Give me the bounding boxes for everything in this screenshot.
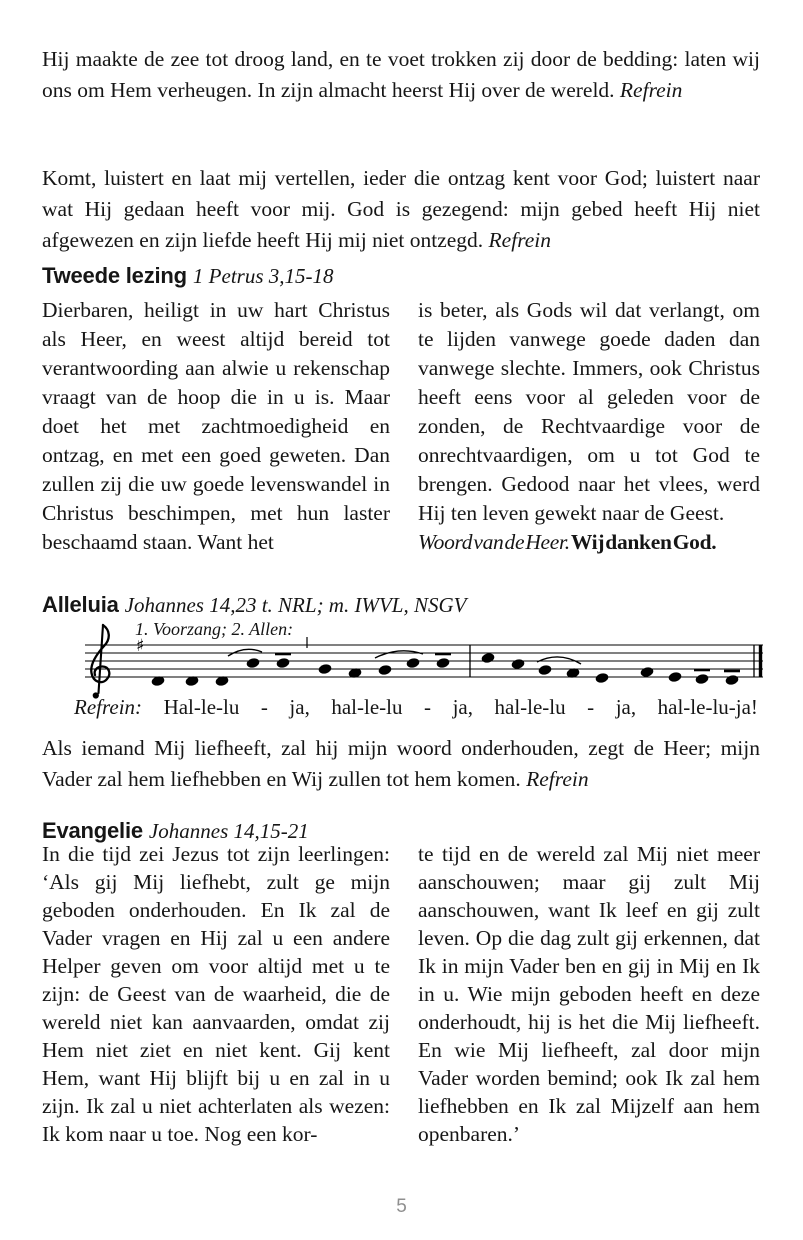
alleluia-title: Alleluia [42,592,119,617]
alleluia-verse [42,733,760,795]
second-reading-column-right [418,296,760,557]
alleluia-reference: Johannes 14,23 t. NRL; m. IWVL, NSGV [124,593,467,617]
lyric-syllable: - [587,695,595,719]
lyric-syllable: ja, [452,695,473,719]
psalm-paragraph-1 [42,44,760,106]
second-reading-title: Tweede lezing [42,263,187,288]
acclamation-call: Woord van de Heer. [418,530,570,554]
refrain-marker: Refrein [526,767,589,791]
lyric-syllable: hal-le-lu [494,695,566,719]
second-reading-reference: 1 Petrus 3,15-18 [192,264,334,288]
gospel-column-right: te tijd en de wereld zal Mij niet meer aanschouwen; maar gij zult Mij aanschouwen, want Ik leef en gij zult leven. Op die dag zult gij erkennen, dat Ik in mijn Vader ben en gij in Mij en Ik in u. Wie mijn geboden heeft en deze onderhoudt, hij is het die Mij liefheeft. En wie Mij liefheeft, zal door mijn Vader worden bemind; ook Ik zal hem liefhebben en Ik zal Mijzelf aan hem openbaren.’ [418,842,760,1146]
gospel-title: Evangelie [42,818,143,843]
gospel-columns [42,840,760,1148]
alleluia-verse-text: Als iemand Mij liefheeft, zal hij mijn woord onderhouden, zegt de Heer; mijn Vader zal hem liefhebben en Wij zullen tot hem komen. [42,736,760,791]
refrain-marker: Refrein [488,228,552,252]
second-reading-columns [42,296,760,557]
lyric-syllable: Hal-le-lu [163,695,240,719]
alleluia-lyrics [74,694,758,720]
psalm-text-2: Komt, luistert en laat mij vertellen, ieder die ontzag kent voor God; luistert naar wat Hij gedaan heeft voor mij. God is gezegend: mijn gebed heeft Hij niet afgewezen en zijn liefde heeft Hij mij niet ontzegd. [42,166,760,252]
staff-lines [85,645,763,677]
refrain-label: Refrein: [74,695,143,719]
acclamation-response: Wij danken God. [570,530,717,554]
psalm-paragraph-2 [42,163,760,256]
second-reading-column-left: Dierbaren, heiligt in uw hart Christus als Heer, en weest altijd bereid tot verantwoording aan alwie u rekenschap vraagt van de hoop die in u is. Maar doet het met zachtmoedigheid en ontzag, en met een goed geweten. Dan zullen zij die uw goede levenswandel in Christus beschimpen, met hun laster beschaamd staan. Want het [42,298,390,554]
treble-clef [91,625,109,699]
lyric-syllable: hal-le-lu [331,695,403,719]
gospel-column-left: In die tijd zei Jezus tot zijn leerlingen: ‘Als gij Mij liefhebt, zult ge mijn geboden onderhouden. En Ik zal de Vader vragen en Hij zal u een andere Helper geven om voor altijd met u te zijn: de Geest van de waarheid, die de wereld niet kan aanvaarden, omdat zij Hem niet ziet en niet kent. Gij kent Hem, want Hij blijft bij u en zal in u zijn. Ik zal u niet achterlaten als wezen: Ik kom naar u toe. Nog een kor- [42,842,390,1146]
second-reading-column-right-text: is beter, als Gods wil dat verlangt, om te lijden vanwege goede daden dan vanwege slechte. Immers, ook Christus heeft eens voor al geleden voor de zonden, de Rechtvaardige voor de onrechtvaardigen, om u tot God te brengen. Gedood naar het vlees, werd Hij ten leven gewekt naar de Geest. [418,298,760,525]
lyric-syllable: ja, [289,695,310,719]
psalm-text-1: Hij maakte de zee tot droog land, en te voet trokken zij door de bedding: laten wij ons om Hem verheugen. In zijn almacht heerst Hij over de wereld. [42,47,760,102]
staff-voice-label: 1. Voorzang; 2. Allen: [135,619,294,639]
acclamation-line [418,528,760,557]
gospel-reference: Johannes 14,15-21 [148,819,309,843]
refrain-marker: Refrein [619,78,683,102]
page-number: 5 [396,1196,407,1217]
lyric-syllable: - [424,695,432,719]
second-reading-heading [42,263,334,289]
lyric-syllable: hal-le-lu-ja! [657,695,758,719]
lyric-syllable: ja, [615,695,637,719]
tenuto-marks [275,654,740,671]
sharp-sign: ♯ [136,636,145,656]
lyric-syllable: - [260,695,268,719]
